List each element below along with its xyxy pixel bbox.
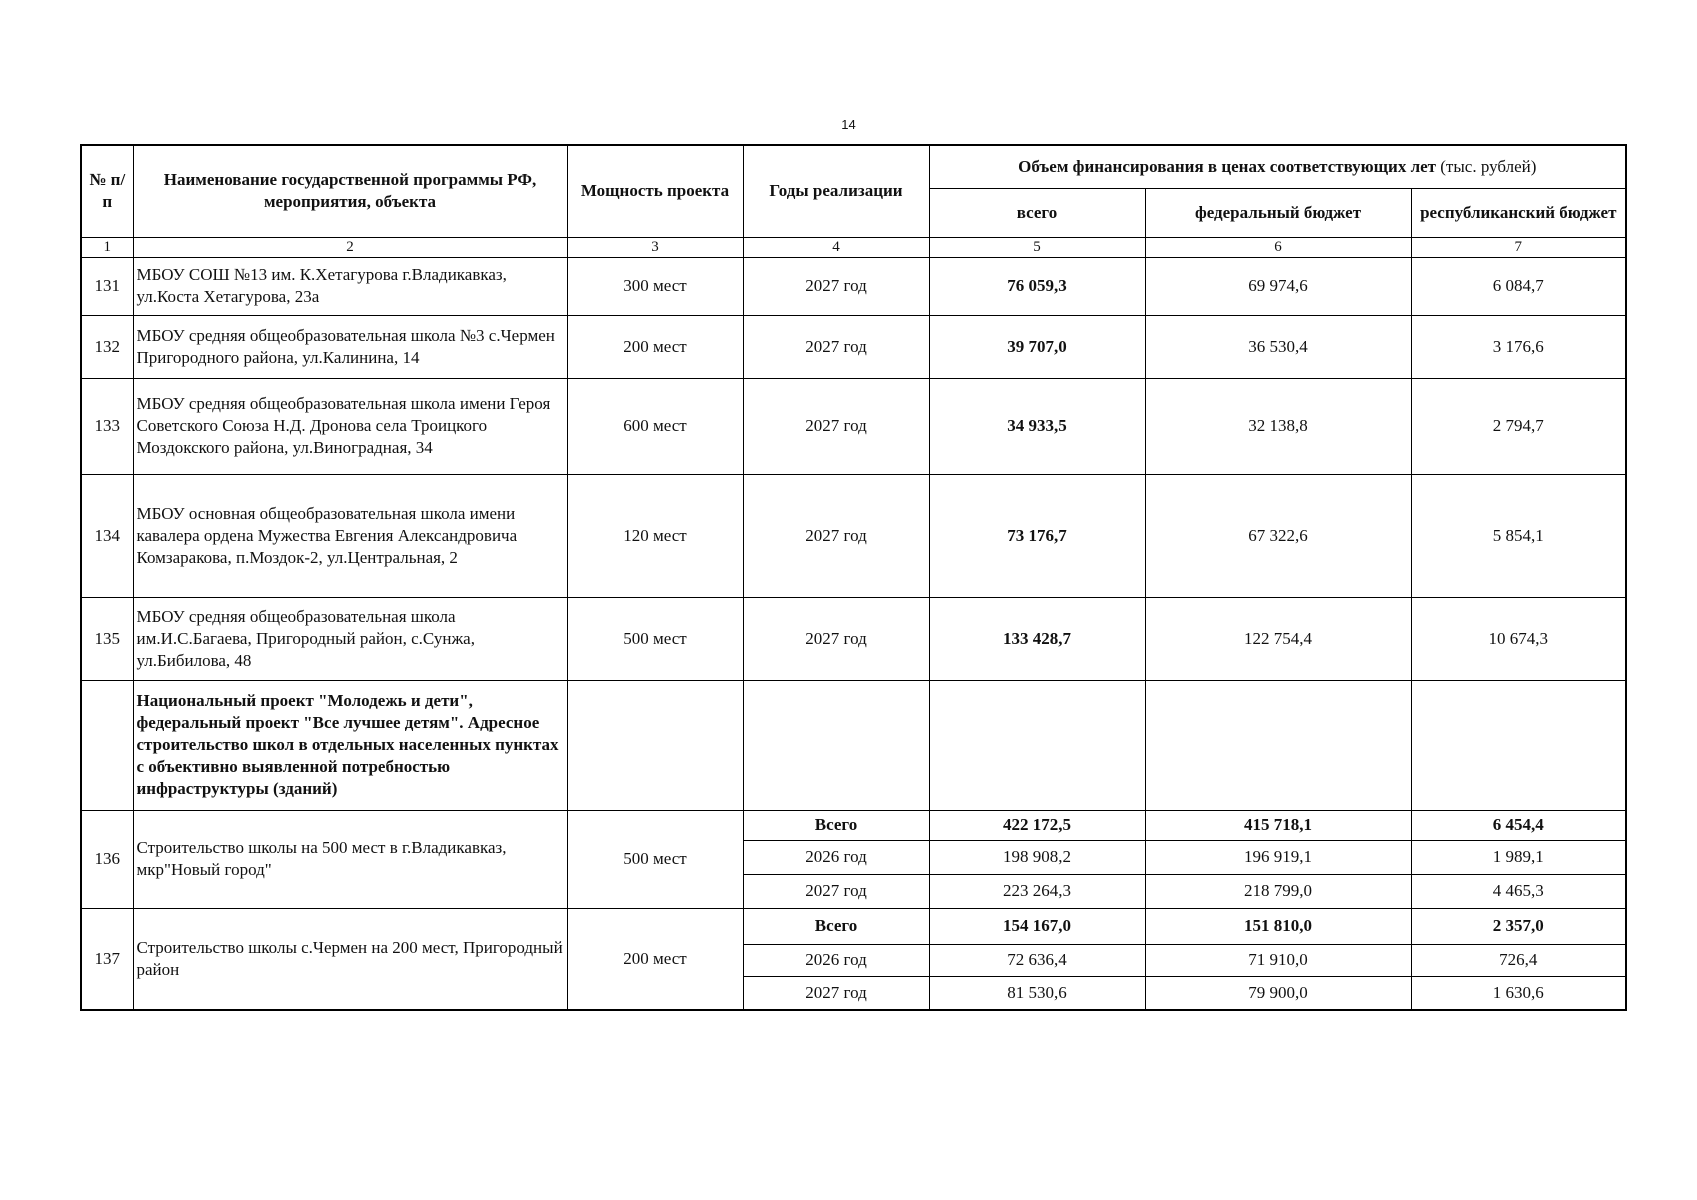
funding-table	[80, 144, 1627, 1011]
row-federal: 36 530,4	[1145, 315, 1411, 378]
row-total: 34 933,5	[929, 378, 1145, 474]
section-row	[81, 680, 1626, 810]
row-republic: 1 630,6	[1411, 976, 1626, 1010]
row-years: 2027 год	[743, 597, 929, 680]
row-republic: 1 989,1	[1411, 840, 1626, 874]
row-total: 81 530,6	[929, 976, 1145, 1010]
row-total: 39 707,0	[929, 315, 1145, 378]
header-funding-unit: (тыс. рублей)	[1436, 156, 1537, 176]
row-years: 2027 год	[743, 976, 929, 1010]
col-number-7: 7	[1411, 237, 1626, 257]
header-republic: республиканский бюджет	[1411, 188, 1626, 237]
table-row	[81, 597, 1626, 680]
row-republic: 6 084,7	[1411, 257, 1626, 315]
section-empty-cell	[743, 680, 929, 810]
section-empty-cell	[1411, 680, 1626, 810]
row-name: Строительство школы на 500 мест в г.Владикавказ, мкр"Новый город"	[133, 810, 567, 908]
section-empty-cell	[567, 680, 743, 810]
table-row	[81, 257, 1626, 315]
row-republic: 2 794,7	[1411, 378, 1626, 474]
header-num: № п/п	[81, 145, 133, 237]
row-federal: 69 974,6	[1145, 257, 1411, 315]
row-years: Всего	[743, 908, 929, 944]
table-row	[81, 908, 1626, 944]
header-total: всего	[929, 188, 1145, 237]
row-federal: 218 799,0	[1145, 874, 1411, 908]
section-empty-cell	[929, 680, 1145, 810]
section-title: Национальный проект "Молодежь и дети", федеральный проект "Все лучшее детям". Адресное строительство школ в отдельных населенных пунктах с объективно выявленной потребностью инфраструктуры (зданий)	[133, 680, 567, 810]
row-total: 73 176,7	[929, 474, 1145, 597]
header-funding	[929, 145, 1626, 188]
row-num: 132	[81, 315, 133, 378]
header-federal: федеральный бюджет	[1145, 188, 1411, 237]
row-republic: 726,4	[1411, 944, 1626, 976]
col-number-3: 3	[567, 237, 743, 257]
header-capacity: Мощность проекта	[567, 145, 743, 237]
row-name: МБОУ основная общеобразовательная школа имени кавалера ордена Мужества Евгения Александровича Комзаракова, п.Моздок-2, ул.Центральная, 2	[133, 474, 567, 597]
row-federal: 196 919,1	[1145, 840, 1411, 874]
row-num: 131	[81, 257, 133, 315]
row-name: МБОУ средняя общеобразовательная школа им.И.С.Багаева, Пригородный район, с.Сунжа, ул.Бибилова, 48	[133, 597, 567, 680]
row-capacity: 600 мест	[567, 378, 743, 474]
section-num-cell	[81, 680, 133, 810]
row-federal: 151 810,0	[1145, 908, 1411, 944]
row-republic: 5 854,1	[1411, 474, 1626, 597]
row-republic: 4 465,3	[1411, 874, 1626, 908]
col-number-2: 2	[133, 237, 567, 257]
row-years: Всего	[743, 810, 929, 840]
row-total: 76 059,3	[929, 257, 1145, 315]
row-capacity: 120 мест	[567, 474, 743, 597]
row-num: 137	[81, 908, 133, 1010]
row-name: Строительство школы с.Чермен на 200 мест, Пригородный район	[133, 908, 567, 1010]
table-row	[81, 810, 1626, 840]
row-republic: 3 176,6	[1411, 315, 1626, 378]
row-capacity: 200 мест	[567, 908, 743, 1010]
row-republic: 6 454,4	[1411, 810, 1626, 840]
row-name: МБОУ СОШ №13 им. К.Хетагурова г.Владикавказ, ул.Коста Хетагурова, 23а	[133, 257, 567, 315]
col-number-5: 5	[929, 237, 1145, 257]
row-years: 2026 год	[743, 944, 929, 976]
header-funding-title: Объем финансирования в ценах соответствующих лет	[1018, 156, 1437, 176]
col-number-4: 4	[743, 237, 929, 257]
row-total: 422 172,5	[929, 810, 1145, 840]
col-number-6: 6	[1145, 237, 1411, 257]
row-capacity: 500 мест	[567, 597, 743, 680]
row-federal: 67 322,6	[1145, 474, 1411, 597]
row-federal: 32 138,8	[1145, 378, 1411, 474]
row-capacity: 500 мест	[567, 810, 743, 908]
row-num: 136	[81, 810, 133, 908]
row-federal: 71 910,0	[1145, 944, 1411, 976]
section-empty-cell	[1145, 680, 1411, 810]
row-years: 2027 год	[743, 474, 929, 597]
col-number-1: 1	[81, 237, 133, 257]
row-republic: 2 357,0	[1411, 908, 1626, 944]
row-federal: 79 900,0	[1145, 976, 1411, 1010]
row-name: МБОУ средняя общеобразовательная школа №3 с.Чермен Пригородного района, ул.Калинина, 14	[133, 315, 567, 378]
row-republic: 10 674,3	[1411, 597, 1626, 680]
table-row	[81, 474, 1626, 597]
row-capacity: 200 мест	[567, 315, 743, 378]
row-years: 2027 год	[743, 874, 929, 908]
row-total: 133 428,7	[929, 597, 1145, 680]
row-years: 2026 год	[743, 840, 929, 874]
row-num: 134	[81, 474, 133, 597]
header-name: Наименование государственной программы РФ, мероприятия, объекта	[133, 145, 567, 237]
table-row	[81, 315, 1626, 378]
header-years: Годы реализации	[743, 145, 929, 237]
row-years: 2027 год	[743, 315, 929, 378]
row-num: 133	[81, 378, 133, 474]
row-federal: 122 754,4	[1145, 597, 1411, 680]
row-years: 2027 год	[743, 378, 929, 474]
page-number: 14	[841, 117, 856, 132]
row-total: 154 167,0	[929, 908, 1145, 944]
row-num: 135	[81, 597, 133, 680]
row-years: 2027 год	[743, 257, 929, 315]
table-row	[81, 378, 1626, 474]
row-federal: 415 718,1	[1145, 810, 1411, 840]
row-name: МБОУ средняя общеобразовательная школа имени Героя Советского Союза Н.Д. Дронова села Троицкого Моздокского района, ул.Виноградная, 34	[133, 378, 567, 474]
row-total: 72 636,4	[929, 944, 1145, 976]
row-capacity: 300 мест	[567, 257, 743, 315]
row-total: 198 908,2	[929, 840, 1145, 874]
row-total: 223 264,3	[929, 874, 1145, 908]
